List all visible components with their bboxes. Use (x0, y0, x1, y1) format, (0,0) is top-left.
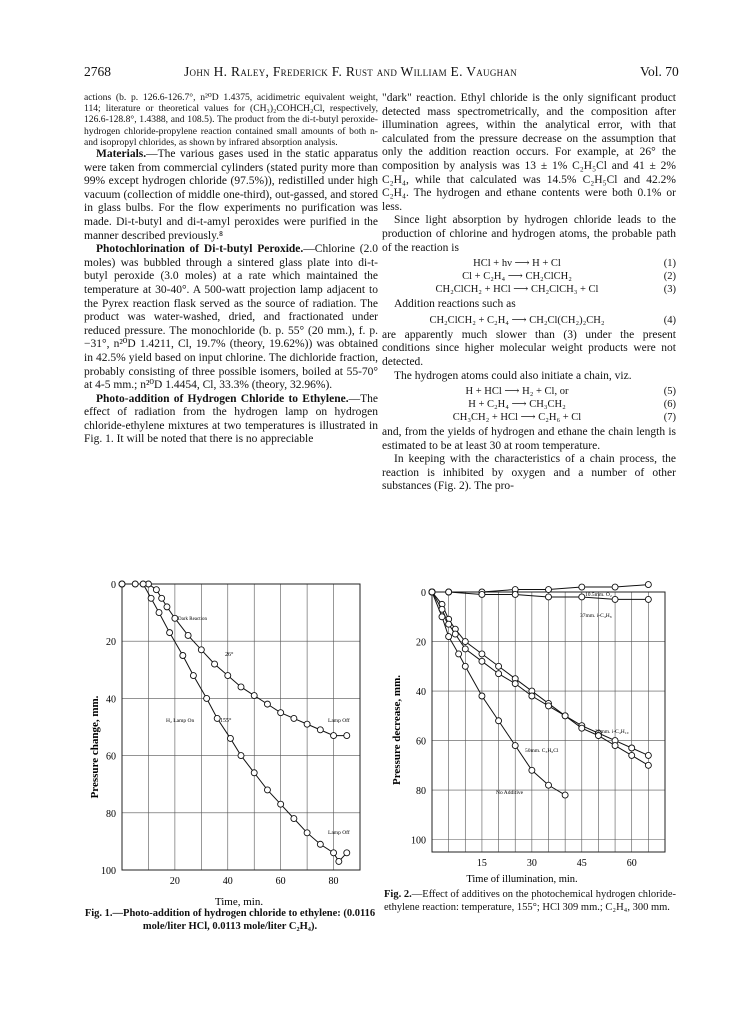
series-point-1 (446, 589, 452, 595)
volume: Vol. 70 (640, 64, 679, 79)
y-tick-label: 60 (416, 736, 426, 748)
series-point-1 (336, 858, 342, 864)
series-point-2 (462, 639, 468, 645)
series-point-0 (238, 684, 244, 690)
figure-1-annotation-155: 155° (220, 718, 232, 724)
equation-6: H + C₂H₄ ⟶ CH₃CH₂ (6) (468, 399, 676, 411)
y-tick-label: 60 (106, 751, 116, 763)
series-point-0 (153, 587, 159, 593)
equation-group-1 (382, 257, 676, 296)
right-column (382, 92, 676, 494)
x-tick-label: 30 (526, 858, 537, 869)
photoaddition-paragraph (84, 393, 378, 447)
figure-2-xlabel: Time of illumination, min. (466, 874, 578, 885)
figure-2-annotation-none: No Additive (496, 790, 524, 796)
series-point-1 (132, 581, 138, 587)
intro-paragraph: actions (b. p. 126.6-126.7°, n²⁰D 1.4375, acidimetric equivalent weight, 114; literature or theoretical values for (CH₃)₂COHCH₂Cl, respectively, 126.6-128.8°, 1.4388, and 108.5). The product from the di-t-butyl peroxide-hydrogen chloride-propylene reaction contained small amounts of both n- and isopropyl chlorides, as shown by infrared absorption analysis. (84, 92, 378, 148)
series-point-1 (317, 841, 323, 847)
series-point-2 (629, 745, 635, 751)
figure-1-chart (80, 572, 370, 912)
series-point-0 (317, 727, 323, 733)
series-point-1 (190, 673, 196, 679)
figure-2-grid (432, 592, 665, 852)
series-point-1 (304, 830, 310, 836)
series-point-1 (204, 695, 210, 701)
series-point-1 (331, 850, 337, 856)
series-point-1 (227, 735, 233, 741)
x-tick-label: 60 (626, 858, 637, 869)
y-tick-label: 80 (106, 808, 116, 820)
equation-7: CH₃CH₂ + HCl ⟶ C₂H₆ + Cl (7) (452, 412, 676, 424)
series-point-1 (264, 787, 270, 793)
running-authors: John H. Raley, Frederick F. Rust and William E. Vaughan (184, 64, 518, 79)
series-point-0 (612, 584, 618, 590)
figure-2-caption-label: Fig. 2. (384, 889, 412, 900)
series-line-1 (122, 584, 347, 861)
series-point-1 (612, 596, 618, 602)
series-point-0 (291, 715, 297, 721)
series-point-3 (546, 703, 552, 709)
paragraph-dark-reaction: "dark" reaction. Ethyl chloride is the only significant product detected mass spectrometrically, and the composition after illumination agrees, within the analytical error, with that calculated from the pressure decrease on the assumption that only the addition reaction occurs. For example, at 26° the composition by analysis was 13 ± 1% C₂H₅Cl and 41 ± 2% C₂H₄, while that calculated was 14.5% C₂H₅Cl and 42.2% C₂H₄. The hydrogen and ethane contents were both 0.1% or less. (382, 92, 676, 213)
figure-2-annotation-ic4h10: 30mm. i-C₄H₁₀ (595, 729, 629, 735)
page-header (0, 64, 751, 84)
page-number: 2768 (84, 64, 111, 79)
series-point-1 (512, 591, 518, 597)
series-point-0 (185, 632, 191, 638)
paragraph-chain-length: and, from the yields of hydrogen and ethane the chain length is estimated to be at least 30 at room temperature. (382, 426, 676, 452)
materials-paragraph (84, 148, 378, 243)
series-point-4 (456, 651, 462, 657)
figure-1-grid (122, 584, 360, 870)
x-tick-label: 40 (222, 876, 233, 887)
series-point-3 (462, 646, 468, 652)
series-point-1 (546, 594, 552, 600)
figure-1-annotation-lampoff-1: Lamp Off (328, 718, 350, 724)
series-point-4 (546, 782, 552, 788)
figure-2-annotation-ic4h8: 37mm. i-C₄H₈ (580, 613, 612, 619)
series-point-0 (331, 733, 337, 739)
equation-2: Cl + C₂H₄ ⟶ CH₂ClCH₂ (2) (462, 271, 676, 283)
paragraph-light-absorption: Since light absorption by hydrogen chloride leads to the production of chlorine and hydrogen atoms, the probable path of the reaction is (382, 214, 676, 254)
x-tick-label: 60 (275, 876, 286, 887)
series-point-4 (496, 718, 502, 724)
figure-2-ylabel: Pressure decrease, mm. (391, 675, 403, 785)
figure-1-caption-label: Fig. 1. (84, 908, 113, 919)
series-point-1 (291, 816, 297, 822)
figure-2-annotation-o2: 10.5mm. O₂ (585, 592, 612, 598)
y-tick-label: 100 (411, 835, 426, 847)
x-tick-label: 80 (328, 876, 339, 887)
series-point-2 (496, 663, 502, 669)
series-point-1 (140, 581, 146, 587)
equation-group-3 (382, 385, 676, 424)
paragraph-inhibition: In keeping with the characteristics of a chain process, the reaction is inhibited by oxygen and a number of other substances (Fig. 2). The pro- (382, 453, 676, 493)
series-point-2 (645, 752, 651, 758)
series-point-4 (562, 792, 568, 798)
figure-2-series (429, 582, 651, 798)
series-point-1 (479, 591, 485, 597)
photochlorination-paragraph (84, 243, 378, 393)
figure-2-caption-text: —Effect of additives on the photochemical hydrogen chloride-ethylene reaction: temperature, 155°; HCl 309 mm.; C₂H₄, 300 mm. (384, 889, 676, 913)
series-point-1 (251, 770, 257, 776)
equation-4: CH₂ClCH₂ + C₂H₄ ⟶ CH₂Cl(CH₂)₂CH₂ (4) (429, 314, 676, 326)
figure-2-chart (380, 580, 680, 885)
equation-group-2 (382, 314, 676, 327)
figure-1-caption (82, 907, 378, 933)
series-point-0 (304, 721, 310, 727)
paragraph-addition-reactions: Addition reactions such as (394, 298, 516, 311)
y-tick-label: 20 (106, 637, 116, 649)
series-point-3 (645, 762, 651, 768)
series-point-1 (180, 653, 186, 659)
series-point-1 (278, 801, 284, 807)
series-point-0 (164, 604, 170, 610)
y-tick-label: 20 (416, 637, 426, 649)
x-tick-label: 20 (169, 876, 180, 887)
series-point-1 (148, 595, 154, 601)
x-tick-label: 45 (576, 858, 587, 869)
figure-1-ylabel: Pressure change, mm. (89, 695, 101, 799)
series-point-0 (212, 661, 218, 667)
photoaddition-heading: Photo-addition of Hydrogen Chloride to Ethylene. (96, 392, 349, 405)
series-point-4 (479, 693, 485, 699)
series-point-3 (529, 693, 535, 699)
series-point-0 (278, 710, 284, 716)
series-point-4 (512, 743, 518, 749)
paragraph-slower: are apparently much slower than (3) under the present conditions since higher molecular weight products were not detected. (382, 328, 676, 368)
series-point-0 (264, 701, 270, 707)
series-point-3 (446, 621, 452, 627)
materials-text: —The various gases used in the static apparatus were taken from commercial cylinders (stated purity more than 99% except hydrogen chloride (97.5%)), redistilled under high vacuum (collection of middle one-third), out-gassed, and stored in glass bulbs. For the flow experiments no purification was made. Di-t-butyl and di-t-amyl peroxides were purified in the manner described previously.⁸ (84, 148, 378, 242)
series-point-0 (251, 693, 257, 699)
series-point-1 (238, 753, 244, 759)
series-point-1 (167, 630, 173, 636)
x-tick-label: 15 (476, 858, 487, 869)
series-point-0 (198, 647, 204, 653)
equation-1: HCl + hν ⟶ H + Cl (1) (473, 258, 676, 270)
y-tick-label: 80 (416, 786, 426, 798)
plot-frame (122, 584, 360, 870)
figure-1-series (119, 581, 350, 864)
figure-2-annotation-c3h6: 50mm. C₃H₆Cl (525, 748, 559, 754)
series-point-2 (479, 651, 485, 657)
series-point-4 (439, 614, 445, 620)
series-point-0 (159, 595, 165, 601)
series-point-3 (512, 681, 518, 687)
series-point-3 (479, 658, 485, 664)
series-point-3 (612, 743, 618, 749)
series-point-3 (579, 725, 585, 731)
photochlorination-heading: Photochlorination of Di-t-butyl Peroxide. (96, 243, 304, 256)
y-tick-label: 100 (101, 866, 116, 877)
equation-5: H + HCl ⟶ H₂ + Cl, or (5) (465, 386, 676, 398)
photochlorination-text: —Chlorine (2.0 moles) was bubbled through a sintered glass plate into di-t-butyl peroxide (3.0 moles) at a rate which maintained the temperature at 30-40°. A 500-watt projection lamp adjacent to the Pyrex reaction flask served as the source of radiation. The product was water-washed, dried, and fractionated under reduced pressure. The monochloride (b. p. 55° (20 mm.), f. p. −31°, n²⁰D 1.4211, Cl, 19.7% (theory, 19.62%)) was obtained in 42.5% yield based on input chlorine. The dichloride fraction, probably consisting of three possible isomers, boiled at 55-70° at 4-5 mm.; n²⁰D 1.4454, Cl, 33.3% (theory, 32.96%). (84, 243, 378, 392)
figure-1-annotation-lampoff-2: Lamp Off (328, 830, 350, 836)
series-point-1 (156, 610, 162, 616)
photoaddition-text: —The effect of radiation from the hydrogen lamp on hydrogen chloride-ethylene mixtures at two temperatures is illustrated in Fig. 1. It will be noted that there is no appreciable (84, 392, 378, 446)
series-point-4 (462, 663, 468, 669)
series-point-4 (429, 589, 435, 595)
series-point-3 (562, 713, 568, 719)
equation-3: CH₂ClCH₂ + HCl ⟶ CH₂ClCH₃ + Cl (3) (435, 284, 676, 296)
figure-1-caption-text: —Photo-addition of hydrogen chloride to ethylene: (0.0116 mole/liter HCl, 0.0113 mole/liter C₂H₄). (112, 908, 376, 932)
series-point-0 (645, 582, 651, 588)
y-tick-label: 0 (421, 588, 426, 599)
y-tick-label: 0 (111, 580, 116, 591)
series-point-1 (579, 594, 585, 600)
series-point-0 (546, 587, 552, 593)
series-point-0 (225, 673, 231, 679)
series-point-1 (344, 850, 350, 856)
series-point-0 (344, 733, 350, 739)
materials-heading: Materials. (96, 148, 147, 161)
series-point-4 (446, 634, 452, 640)
figure-1-annotation-dark: Dark Reaction (178, 617, 208, 622)
figure-1-annotation-26: 26° (225, 652, 234, 658)
series-point-3 (452, 631, 458, 637)
y-tick-label: 40 (416, 687, 426, 699)
y-tick-label: 40 (106, 694, 116, 706)
series-point-3 (496, 671, 502, 677)
series-point-0 (579, 584, 585, 590)
series-point-4 (529, 767, 535, 773)
figure-1-xlabel: Time, min. (214, 896, 264, 908)
series-point-3 (629, 752, 635, 758)
series-point-0 (172, 615, 178, 621)
figure-1-annotation-lampon: H₂ Lamp On (166, 718, 195, 724)
series-point-1 (119, 581, 125, 587)
figure-2-caption (384, 888, 676, 914)
series-point-1 (645, 596, 651, 602)
paragraph-hydrogen-atoms: The hydrogen atoms could also initiate a chain, viz. (394, 369, 632, 382)
left-column (84, 92, 378, 447)
